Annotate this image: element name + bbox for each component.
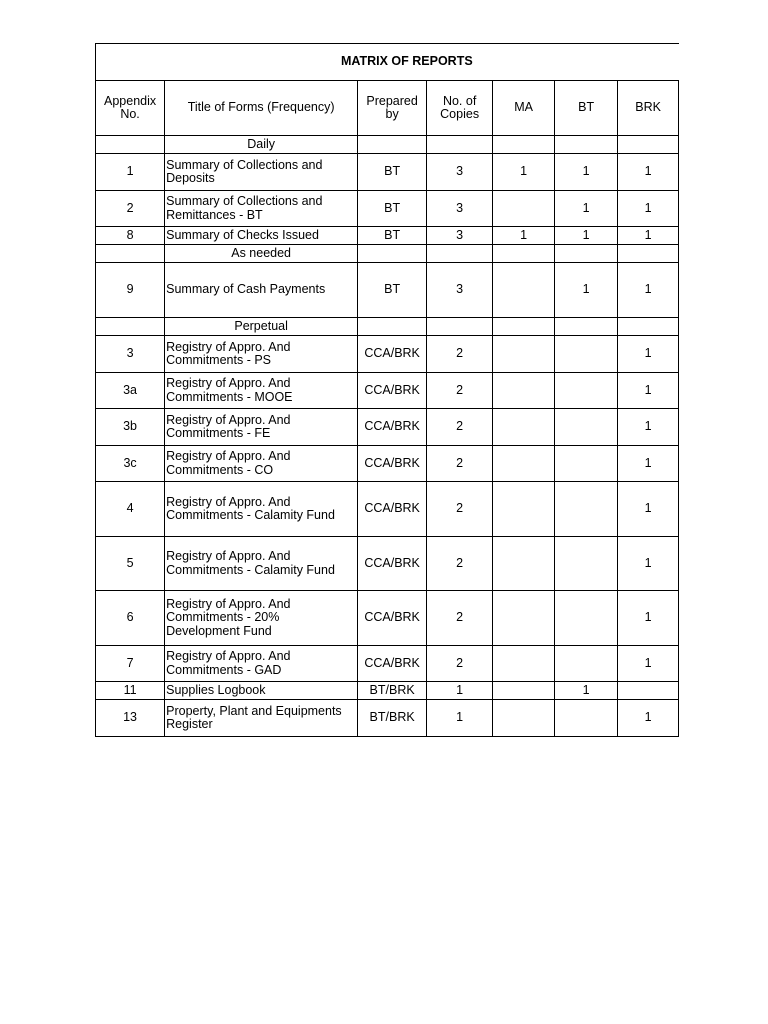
- cell-bt: 1: [555, 682, 618, 700]
- cell-bt: [555, 591, 618, 646]
- section-blank: [555, 318, 618, 336]
- cell-no-of-copies: 3: [427, 263, 493, 318]
- section-blank: [427, 318, 493, 336]
- cell-brk: 1: [618, 336, 679, 373]
- section-row: [96, 318, 679, 336]
- cell-form-title: Summary of Collections and Deposits: [165, 154, 358, 191]
- table-row: [96, 700, 679, 737]
- header-bt: BT: [555, 81, 618, 136]
- cell-ma: [493, 373, 555, 409]
- table-title: MATRIX OF REPORTS: [96, 44, 679, 81]
- cell-ma: [493, 700, 555, 737]
- section-blank: [618, 136, 679, 154]
- cell-ma: [493, 263, 555, 318]
- section-label: Perpetual: [165, 318, 358, 336]
- cell-form-title: Summary of Checks Issued: [165, 227, 358, 245]
- table-row: [96, 336, 679, 373]
- section-blank: [493, 136, 555, 154]
- cell-prepared-by: CCA/BRK: [358, 373, 427, 409]
- cell-brk: [618, 682, 679, 700]
- cell-form-title: Supplies Logbook: [165, 682, 358, 700]
- section-blank: [358, 136, 427, 154]
- table-row: [96, 591, 679, 646]
- cell-no-of-copies: 2: [427, 446, 493, 482]
- header-ma: MA: [493, 81, 555, 136]
- cell-ma: [493, 446, 555, 482]
- section-blank: [358, 245, 427, 263]
- cell-appendix-no: 4: [96, 482, 165, 537]
- cell-appendix-no: 2: [96, 191, 165, 227]
- cell-form-title: Registry of Appro. And Commitments - FE: [165, 409, 358, 446]
- cell-prepared-by: BT: [358, 263, 427, 318]
- section-blank: [493, 245, 555, 263]
- cell-prepared-by: BT: [358, 191, 427, 227]
- cell-appendix-no: 3b: [96, 409, 165, 446]
- cell-appendix-no: 13: [96, 700, 165, 737]
- table-row: [96, 373, 679, 409]
- section-blank: [427, 245, 493, 263]
- cell-no-of-copies: 2: [427, 482, 493, 537]
- table-row: [96, 263, 679, 318]
- title-row: [96, 44, 679, 81]
- cell-bt: [555, 409, 618, 446]
- section-blank: [427, 136, 493, 154]
- section-label: Daily: [165, 136, 358, 154]
- cell-ma: [493, 482, 555, 537]
- cell-appendix-no: 6: [96, 591, 165, 646]
- cell-form-title: Property, Plant and Equipments Register: [165, 700, 358, 737]
- table-row: [96, 227, 679, 245]
- table-row: [96, 646, 679, 682]
- cell-form-title: Registry of Appro. And Commitments - Calamity Fund: [165, 537, 358, 591]
- cell-prepared-by: CCA/BRK: [358, 537, 427, 591]
- cell-bt: [555, 336, 618, 373]
- cell-prepared-by: CCA/BRK: [358, 409, 427, 446]
- cell-form-title: Registry of Appro. And Commitments - GAD: [165, 646, 358, 682]
- table-row: [96, 154, 679, 191]
- cell-brk: 1: [618, 591, 679, 646]
- cell-form-title: Registry of Appro. And Commitments - MOOE: [165, 373, 358, 409]
- cell-ma: [493, 409, 555, 446]
- cell-no-of-copies: 2: [427, 409, 493, 446]
- cell-bt: [555, 646, 618, 682]
- section-blank: [96, 136, 165, 154]
- cell-appendix-no: 3a: [96, 373, 165, 409]
- cell-no-of-copies: 3: [427, 227, 493, 245]
- cell-brk: 1: [618, 646, 679, 682]
- cell-prepared-by: BT: [358, 227, 427, 245]
- section-blank: [96, 245, 165, 263]
- cell-no-of-copies: 3: [427, 191, 493, 227]
- section-blank: [618, 318, 679, 336]
- cell-bt: [555, 446, 618, 482]
- section-blank: [358, 318, 427, 336]
- cell-bt: [555, 482, 618, 537]
- section-blank: [493, 318, 555, 336]
- header-appendix-no: Appendix No.: [96, 81, 165, 136]
- cell-ma: [493, 682, 555, 700]
- cell-prepared-by: CCA/BRK: [358, 646, 427, 682]
- cell-brk: 1: [618, 482, 679, 537]
- cell-appendix-no: 8: [96, 227, 165, 245]
- cell-no-of-copies: 2: [427, 646, 493, 682]
- cell-no-of-copies: 2: [427, 591, 493, 646]
- cell-brk: 1: [618, 700, 679, 737]
- section-label: As needed: [165, 245, 358, 263]
- header-row: [96, 81, 679, 136]
- cell-brk: 1: [618, 446, 679, 482]
- cell-prepared-by: BT/BRK: [358, 700, 427, 737]
- cell-form-title: Registry of Appro. And Commitments - PS: [165, 336, 358, 373]
- section-blank: [555, 245, 618, 263]
- cell-bt: [555, 700, 618, 737]
- cell-brk: 1: [618, 263, 679, 318]
- cell-bt: [555, 373, 618, 409]
- section-blank: [618, 245, 679, 263]
- cell-ma: [493, 591, 555, 646]
- cell-form-title: Registry of Appro. And Commitments - CO: [165, 446, 358, 482]
- cell-brk: 1: [618, 227, 679, 245]
- section-row: [96, 245, 679, 263]
- header-prepared-by: Prepared by: [358, 81, 427, 136]
- cell-prepared-by: CCA/BRK: [358, 482, 427, 537]
- cell-ma: [493, 191, 555, 227]
- table-row: [96, 682, 679, 700]
- cell-ma: 1: [493, 154, 555, 191]
- cell-appendix-no: 3: [96, 336, 165, 373]
- cell-no-of-copies: 1: [427, 700, 493, 737]
- cell-brk: 1: [618, 154, 679, 191]
- cell-ma: [493, 646, 555, 682]
- cell-prepared-by: CCA/BRK: [358, 336, 427, 373]
- cell-prepared-by: CCA/BRK: [358, 591, 427, 646]
- table-row: [96, 537, 679, 591]
- cell-prepared-by: CCA/BRK: [358, 446, 427, 482]
- table-row: [96, 446, 679, 482]
- cell-ma: 1: [493, 227, 555, 245]
- table-row: [96, 482, 679, 537]
- cell-appendix-no: 9: [96, 263, 165, 318]
- header-no-of-copies: No. of Copies: [427, 81, 493, 136]
- cell-bt: 1: [555, 227, 618, 245]
- cell-no-of-copies: 2: [427, 373, 493, 409]
- cell-form-title: Summary of Cash Payments: [165, 263, 358, 318]
- section-blank: [96, 318, 165, 336]
- section-row: [96, 136, 679, 154]
- cell-appendix-no: 7: [96, 646, 165, 682]
- cell-form-title: Summary of Collections and Remittances - BT: [165, 191, 358, 227]
- cell-brk: 1: [618, 537, 679, 591]
- cell-bt: 1: [555, 154, 618, 191]
- table-row: [96, 191, 679, 227]
- cell-bt: [555, 537, 618, 591]
- cell-no-of-copies: 2: [427, 537, 493, 591]
- matrix-of-reports-table: [95, 43, 679, 737]
- cell-form-title: Registry of Appro. And Commitments - Calamity Fund: [165, 482, 358, 537]
- cell-appendix-no: 5: [96, 537, 165, 591]
- cell-brk: 1: [618, 373, 679, 409]
- cell-brk: 1: [618, 409, 679, 446]
- header-brk: BRK: [618, 81, 679, 136]
- cell-appendix-no: 11: [96, 682, 165, 700]
- cell-appendix-no: 1: [96, 154, 165, 191]
- cell-ma: [493, 336, 555, 373]
- cell-appendix-no: 3c: [96, 446, 165, 482]
- cell-form-title: Registry of Appro. And Commitments - 20% Development Fund: [165, 591, 358, 646]
- cell-no-of-copies: 1: [427, 682, 493, 700]
- section-blank: [555, 136, 618, 154]
- cell-no-of-copies: 2: [427, 336, 493, 373]
- header-title-of-forms: Title of Forms (Frequency): [165, 81, 358, 136]
- table-row: [96, 409, 679, 446]
- cell-prepared-by: BT: [358, 154, 427, 191]
- cell-bt: 1: [555, 191, 618, 227]
- cell-ma: [493, 537, 555, 591]
- cell-no-of-copies: 3: [427, 154, 493, 191]
- cell-brk: 1: [618, 191, 679, 227]
- cell-bt: 1: [555, 263, 618, 318]
- cell-prepared-by: BT/BRK: [358, 682, 427, 700]
